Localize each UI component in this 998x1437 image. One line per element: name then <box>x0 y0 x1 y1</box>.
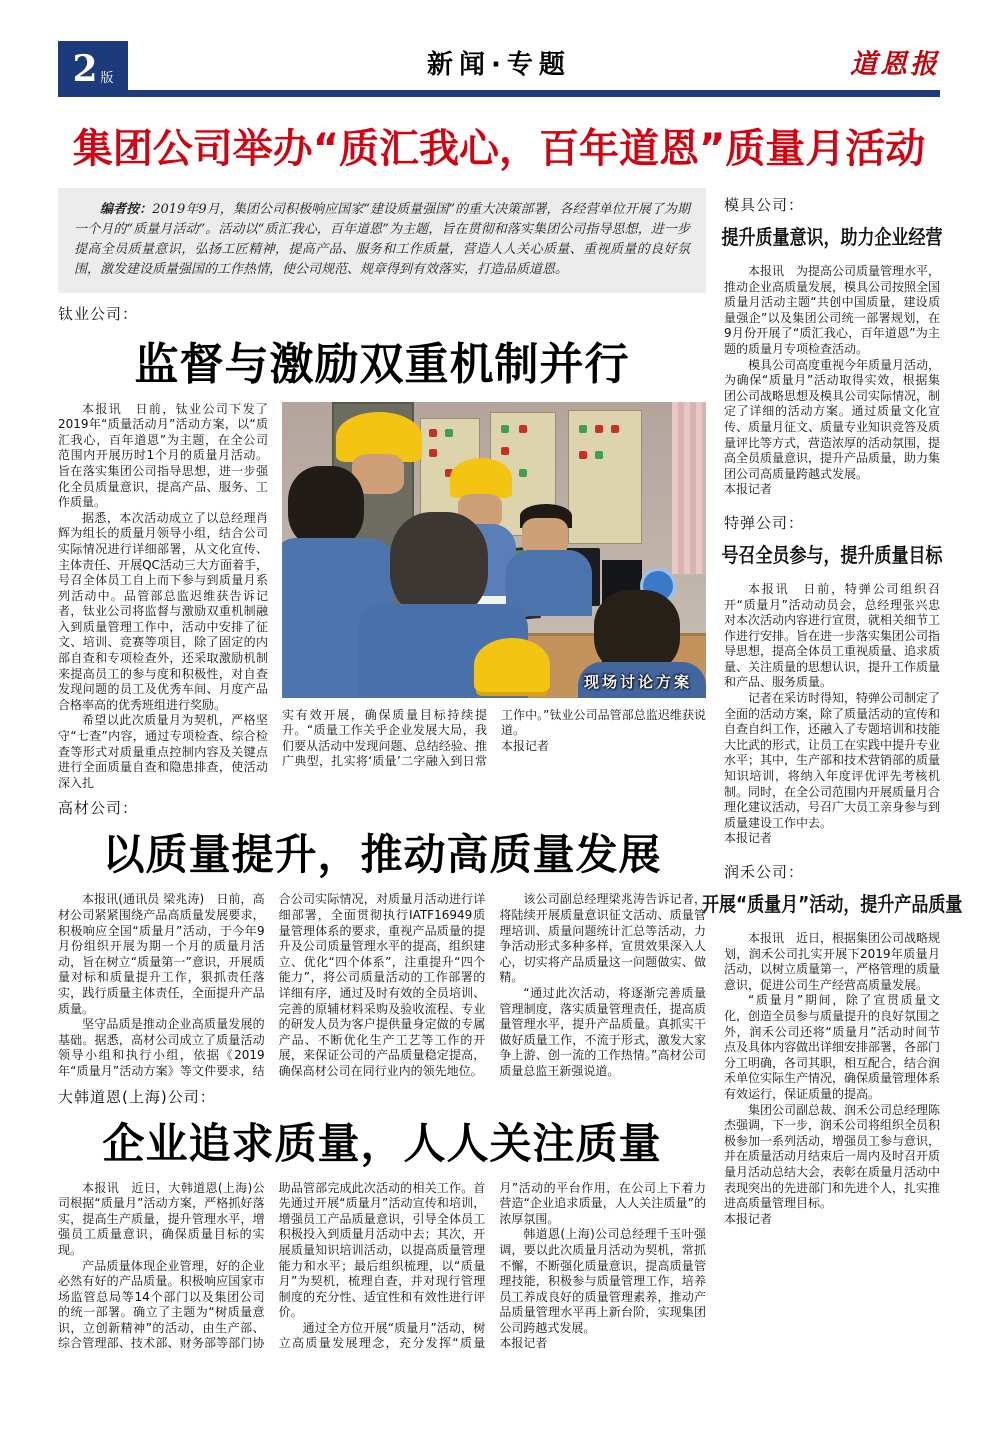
article-runhe-byline: 本报记者 <box>724 1211 773 1226</box>
editor-note-text <box>74 200 690 281</box>
paragraph: 通过全方位开展“质量月”活动，树立高质量发展理念，充分发挥“质量月”活动的平台作用，在公司上下着力营造“企业追求质量，人人关注质量”的浓厚氛围。 <box>278 1180 706 1351</box>
page-number: 2 <box>72 48 98 90</box>
editor-note-body: 2019年9月，集团公司积极响应国家“建设质量强国”的重大决策部署，各经营单位开展了为期一个月的“质量月活动”。活动以“质汇我心，百年道恩”为主题，旨在贯彻和落实集团公司指导思想，进一步提高全员质量意识，弘扬工匠精神，提高产品、服务和工作质量，营造人人关心质量、重视质量的良好氛围，激发建设质量强国的工作热情，使公司规范、规章得到有效落实，打造品质道恩。 <box>74 202 690 278</box>
newspaper-masthead: 道恩报 <box>850 49 940 80</box>
paragraph: 实有效开展，确保质量目标持续提升。“质量工作关乎企业发展大局，我们要从活动中发现问题、总结经验、推广典型，扎实将‘质量’二字融入到日常工作中。”钛业公司品管部总监迟维获说道。 <box>282 707 706 769</box>
photo-panel-button <box>429 429 437 437</box>
photo-worker-body <box>506 550 592 616</box>
article-moju-kicker: 模具公司： <box>724 196 805 214</box>
article-dahan-kicker: 大韩道恩(上海)公司： <box>58 1087 216 1106</box>
paragraph: 本报讯 日前，钛业公司下发了2019年“质量活动月”活动方案，以“质汇我心，百年道恩”为主题，在全公司范围内开展历时1个月的质量月活动。旨在落实集团公司指导思想，进一步强化全员质量意识，提高产品、服务、工作质量。 <box>58 401 268 510</box>
photo-panel-button <box>519 425 527 433</box>
paragraph: 据悉，本次活动成立了以总经理肖辉为组长的质量月领导小组，结合公司实际情况进行详细部署，从文化宣传、主体责任、开展QC活动三大方面着手，号召全体员工自上而下参与到质量月系列活动中。品管部总监迟维获告诉记者，钛业公司将监督与激励双重机制融入到质量管理工作中，活动中安排了征文、培训、竞赛等项目，除了固定的内部自查和专项检查外，还采取激励机制来提高员工的参与度和积极性，对自查发现问题的员工及优秀车间、月度产品合格率高的优秀班组进行奖励。 <box>58 510 268 712</box>
article-gaocai-headline: 以质量提升，推动高质量发展 <box>102 830 662 880</box>
paragraph: 本报讯 为提高公司质量管理水平，推动企业高质量发展，模具公司按照全国质量月活动主题“共创中国质量，建设质量强企”以及集团公司统一部署规划，在9月份开展了“质汇我心，百年道恩”为主题的质量月专项检查活动。 <box>724 264 941 356</box>
photo-panel-button <box>579 451 587 459</box>
article-tiye-continuation <box>282 708 706 770</box>
paragraph: 记者在采访时得知，特弹公司制定了全面的活动方案，除了质量活动的宣传和自查自纠工作，还融入了专题培训和技能大比武的形式，让员工在实践中提升专业水平；其中，生产部和技术营销部的质量知识培训，将纳入年度评优评先考核机制。同时，在全公司范围内开展质量月合理化建议活动，号召广大员工亲身参与到质量建设工作中去。 <box>724 691 941 830</box>
article-moju-headline <box>721 221 943 250</box>
photo-worker-head <box>594 590 680 674</box>
paragraph: 本报讯 日前，特弹公司组织召开“质量月”活动动员会，总经理张兴忠对本次活动内容进行宣贯，就相关细节工作进行安排。旨在进一步落实集团公司指导思想，提高全体员工重视质量、追求质量、关注质量的思想认识，提升工作质量和产品、服务质量。 <box>724 581 941 690</box>
main-column <box>58 188 706 1352</box>
article-runhe-kicker: 润禾公司： <box>724 863 805 881</box>
photo-worker-helmet <box>450 458 512 498</box>
article-tiye-column1 <box>58 402 268 792</box>
photo-panel-button <box>595 425 603 433</box>
paragraph: 集团公司副总裁、润禾公司总经理陈杰强调，下一步，润禾公司将组织全员积极参加一系列活动，增强员工参与意识，并在质量活动月结束后一周内及时召开质量月活动总结大会，表彰在质量月活动中表现突出的先进部门和先进个人，扎实推进高质量管理目标。 <box>724 1102 941 1211</box>
photo-worker-head <box>288 466 364 548</box>
article-gaocai <box>58 797 706 1079</box>
article-tiye-right <box>282 402 706 792</box>
article-tiye-byline: 本报记者 <box>501 738 550 753</box>
side-column <box>701 188 963 1352</box>
article-dahan-headline: 企业追求质量，人人关注质量 <box>102 1118 662 1168</box>
paragraph: “通过此次活动，将逐渐完善质量管理制度，落实质量管理责任，提高质量管理水平，提升产品质量。真抓实干做好质量工作，不流于形式，激发大家争上游、创一流的工作热情。”高材公司质量总监王新强说道。 <box>499 985 706 1078</box>
section-title: 新闻·专题 <box>427 50 571 80</box>
article-tiye <box>58 303 706 792</box>
photo-panel-button <box>611 425 619 433</box>
article-dahan-byline: 本报记者 <box>499 1336 548 1351</box>
article-tedan-byline: 本报记者 <box>724 831 773 846</box>
page-number-suffix: 版 <box>100 70 114 86</box>
headline-text: 号召全员参与，提升质量目标 <box>721 542 943 567</box>
paragraph: 韩道恩(上海)公司总经理千玉叶强调，要以此次质量月活动为契机，常抓不懈，不断强化质量意识，提高质量管理技能，积极参与质量管理工作，培养员工养成良好的质量管理素养，推动产品质量管理水平再上新台阶，实现集团公司跨越式发展。 <box>499 1227 706 1335</box>
editor-note-label: 编者按： <box>100 202 153 217</box>
article-tedan-headline <box>721 539 943 568</box>
article-runhe <box>701 861 963 1227</box>
paragraph: 本报讯 近日，大韩道恩(上海)公司根据“质量月”活动方案，严格抓好落实，提高生产质量，提升管理水平，增强员工质量意识，确保质量目标的实现。 <box>58 1180 265 1257</box>
photo-panel-button <box>595 451 603 459</box>
headline-text: 开展“质量月”活动，提升产品质量 <box>701 892 963 916</box>
photo-panel-button <box>429 449 437 457</box>
article-tedan <box>721 512 943 847</box>
article-dahan-body <box>58 1181 706 1353</box>
photo-panel-button <box>501 447 509 455</box>
photo-curtain <box>672 402 706 574</box>
paragraph: 模具公司高度重视今年质量月活动，为确保“质量月”活动取得实效，根据集团公司战略思想及模具公司实际情况，制定了详细的活动方案。通过质量文化宣传、质量月征文、质量专业知识竞答及质量评比等方式，营造浓厚的活动氛围，提高全员质量意识，提升产品质量，助力集团公司高质量跨越式发展。 <box>724 357 941 481</box>
paragraph: “质量月”期间，除了宣贯质量文化，创造全员参与质量提升的良好氛围之外，润禾公司还将“质量月”活动时间节点及具体内容做出详细安排部署，各部门分工明确，各司其职，相互配合，结合润禾单位实际生产情况，确保质量管理体系有效运行，保证质量的提高。 <box>724 993 941 1101</box>
page-header <box>58 36 940 97</box>
page-content <box>58 188 963 1352</box>
photo-panel-button <box>579 425 587 433</box>
photo-caption: 现场讨论方案 <box>583 672 692 691</box>
article-tiye-body <box>58 402 706 792</box>
paragraph: 希望以此次质量月为契机，严格坚守“七查”内容，通过专项检查、综合检查等形式对质量重点控制内容及关键点进行全面质量自查和隐患排查，使活动深入扎 <box>58 713 268 790</box>
article-tedan-kicker: 特弹公司： <box>724 513 805 532</box>
paragraph: 坚守品质是推动企业高质量发展的基础。据悉，高材公司成立了质量活动领导小组和执行小组，依据《2019年“质量月”活动方案》等文件要求，结合公司实际情况，对质量月活动进行详细部署，全面贯彻执行IATF16949质量管理体系的要求，重视产品质量的提升及公司质量管理水平的提高，组织建立、优化“四个体系”，注重提升“四个能力”，将公司质量活动的工作部署的详细有序，通过及时有效的全员培训、完善的原辅材料采购及验收流程、专业的研发人员为客户提供量身定做的专属产品、不断优化生产工艺等工作的开展，来保证公司的产品质量稳定提高，确保高材公司在同行业内的领先地位。 <box>58 892 486 1078</box>
article-moju <box>721 194 943 498</box>
article-moju-byline: 本报记者 <box>724 482 773 497</box>
article-dahan <box>58 1086 706 1353</box>
paragraph: 产品质量体现企业管理，好的企业必然有好的产品质量。积极响应国家市场监管总局等14个部门以及集团公司的统一部署。确立了主题为“树质量意识，立创新精神”的活动，由生产部、综合管理部、技术部、财务部等部门协助品管部完成此次活动的相关工作。首先通过开展“质量月”活动宣传和培训，增强员工产品质量意识，引导全体员工积极投入到质量月活动中去；其次，开展质量知识培训活动，以提高质量管理能力和水平；最后组织梳理，以“质量月”为契机，梳理自查，并对现行管理制度的充分性、适宜性和有效性进行评价。 <box>58 1180 486 1351</box>
photo-helmet-on-desk <box>474 638 550 692</box>
photo-control-panel <box>568 410 642 544</box>
headline-text: 提升质量意识，助力企业经营 <box>721 225 943 249</box>
article-tedan-body <box>724 582 940 847</box>
photo-panel-button <box>519 469 527 477</box>
photo-panel-button <box>445 429 453 437</box>
paragraph: 本报讯 近日，根据集团公司战略规划，润禾公司扎实开展下2019年质量月活动，以树立质量第一，严格管理的质量意识，促进公司生产经营高质量发展。 <box>724 931 941 992</box>
paragraph: 本报讯(通讯员 梁兆涛) 日前，高材公司紧紧围绕产品高质量发展要求，积极响应全国“质量月”活动，于今年9月份组织开展为期一个月的质量月活动，旨在树立“质量第一”意识，开展质量对标和质量提升工作，狠抓责任落实，践行质量主体责任，全面提升产品质量。 <box>58 892 265 1016</box>
article-gaocai-body <box>58 892 706 1079</box>
article-tiye-headline: 监督与激励双重机制并行 <box>134 338 630 390</box>
article-gaocai-kicker: 高材公司： <box>58 799 139 818</box>
article-photo <box>282 402 706 698</box>
photo-panel-button <box>501 425 509 433</box>
article-runhe-body <box>724 931 940 1227</box>
editor-note-box <box>58 188 706 293</box>
article-runhe-headline <box>701 888 963 917</box>
photo-worker-head <box>390 512 488 618</box>
paragraph: 该公司副总经理梁兆涛告诉记者，将陆续开展质量意识征文活动、质量管理培训、质量问题统计汇总等活动，力争活动形式多种多样，宣贯效果深入人心，切实将产品质量这一问题做实、做精。 <box>499 892 706 985</box>
main-banner-headline: 集团公司举办“质汇我心，百年道恩”质量月活动 <box>72 126 926 172</box>
article-tiye-kicker: 钛业公司： <box>58 304 139 323</box>
article-moju-body <box>724 264 940 498</box>
